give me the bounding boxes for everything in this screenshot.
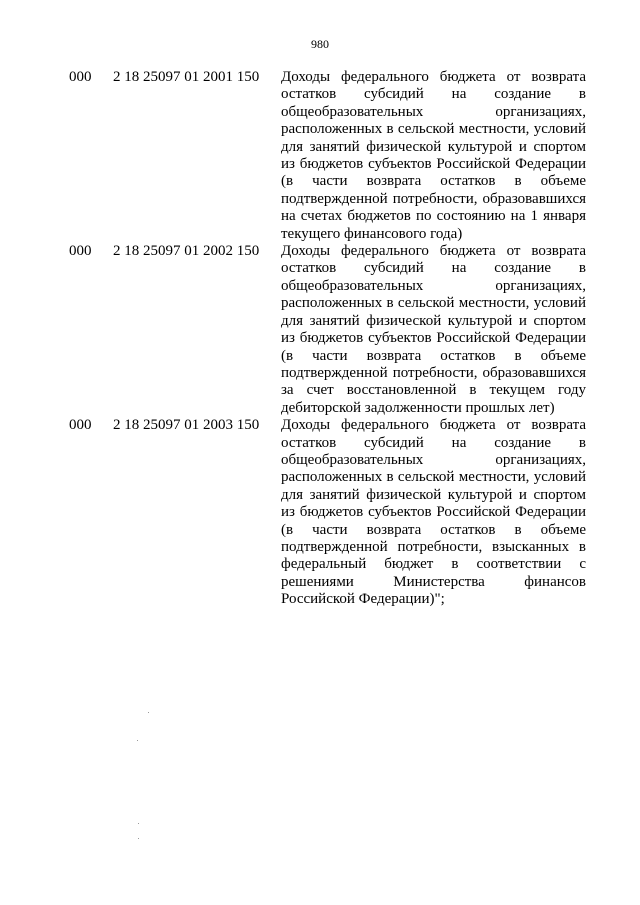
entry-description: Доходы федерального бюджета от возврата остатков субсидий на создание в общеобразовательных организациях, расположенных в сельской местности, условий для занятий физической культурой и спортом из бюджетов субъектов Российской Федерации (в части возврата остатков в объеме подтвержденной потребности, образовавшихся за счет восстановленной в текущем году дебиторской задолженности прошлых лет) <box>281 243 586 416</box>
scan-speck <box>148 712 149 713</box>
classification-code: 2 18 25097 01 2001 150 <box>113 69 260 85</box>
entry-description: Доходы федерального бюджета от возврата остатков субсидий на создание в общеобразовательных организациях, расположенных в сельской местности, условий для занятий физической культурой и спортом из бюджетов субъектов Российской Федерации (в части возврата остатков в объеме подтвержденной потребности, взысканных в федеральный бюджет в соответствии с решениями Министерства финансов Российской Федерации)"; <box>281 417 586 608</box>
budget-code-entry <box>0 69 640 243</box>
administrator-code: 000 <box>69 69 92 85</box>
scan-speck <box>138 823 139 824</box>
budget-code-list <box>0 69 640 609</box>
administrator-code: 000 <box>69 243 92 260</box>
scan-speck <box>137 740 138 741</box>
budget-code-entry <box>0 243 640 417</box>
classification-code: 2 18 25097 01 2003 150 <box>113 417 260 434</box>
page-number: 980 <box>311 37 329 51</box>
classification-code: 2 18 25097 01 2002 150 <box>113 243 260 260</box>
administrator-code: 000 <box>69 417 92 434</box>
entry-description: Доходы федерального бюджета от возврата остатков субсидий на создание в общеобразовательных организациях, расположенных в сельской местности, условий для занятий физической культурой и спортом из бюджетов субъектов Российской Федерации (в части возврата остатков в объеме подтвержденной потребности, образовавшихся на счетах бюджетов по состоянию на 1 января текущего финансового года) <box>281 69 586 242</box>
budget-code-entry <box>0 417 640 608</box>
scan-speck <box>138 838 139 839</box>
